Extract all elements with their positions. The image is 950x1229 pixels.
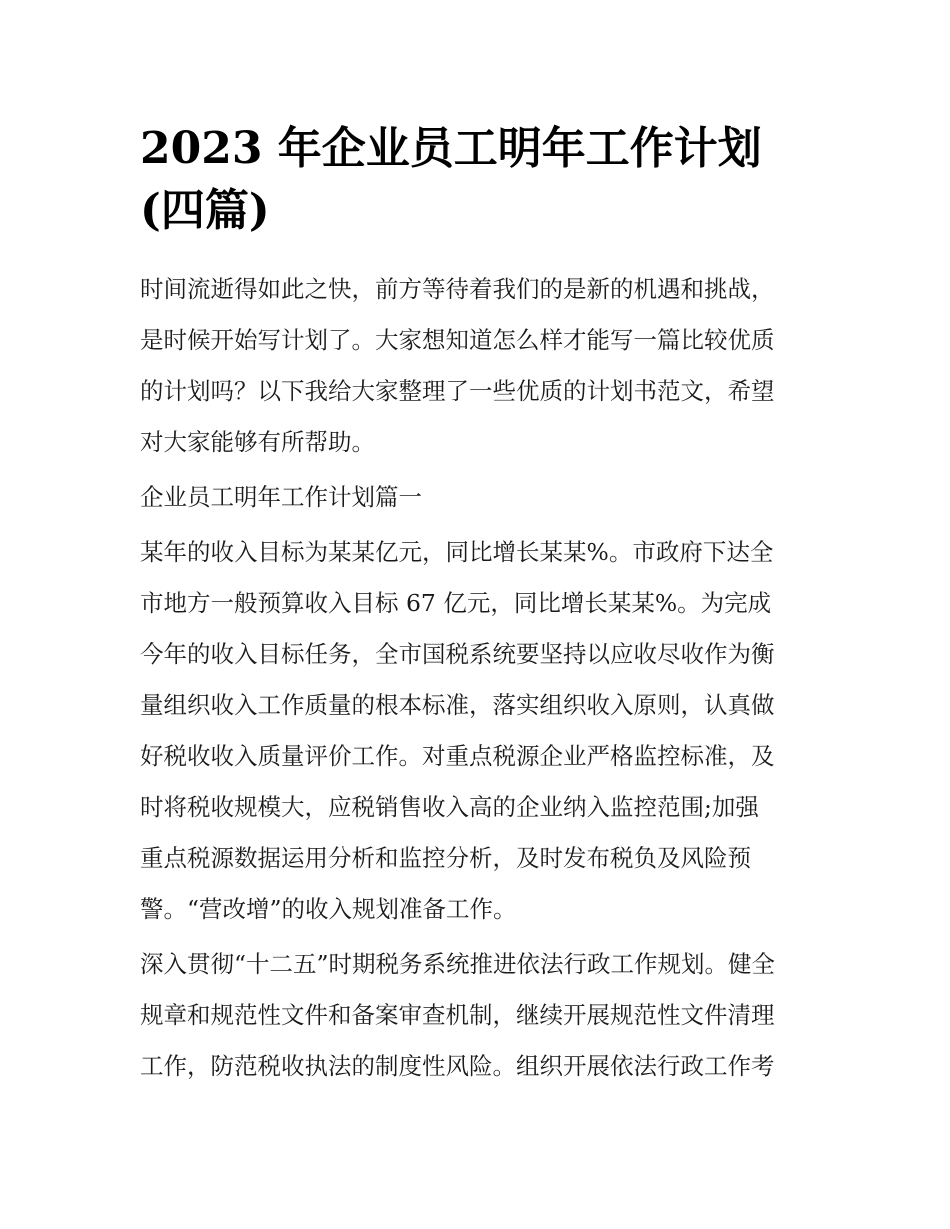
document-body [140,264,812,1092]
title-line-1: 2023 年企业员工明年工作计划 [140,123,762,174]
document-page [140,118,812,1096]
text-line: 规章和规范性文件和备案审查机制，继续开展规范性文件清理 [140,1001,775,1029]
title-line-2: (四篇) [140,185,270,236]
text-line: 时间流逝得如此之快，前方等待着我们的是新的机遇和挑战， [140,275,775,303]
text-line: 重点税源数据运用分析和监控分析，及时发布税负及风险预 [140,844,751,872]
text-line: 今年的收入目标任务，全市国税系统要坚持以应收尽收作为衡 [140,640,775,668]
text-line: 某年的收入目标为某某亿元，同比增长某某%。市政府下达全 [140,538,774,566]
text-line: 警。“营改增”的收入规划准备工作。 [140,895,517,923]
intro-paragraph [140,264,812,468]
text-line: 对大家能够有所帮助。 [140,428,375,456]
text-line: 企业员工明年工作计划篇一 [140,483,422,511]
text-line: 深入贯彻“十二五”时期税务系统推进依法行政工作规划。健全 [140,950,776,978]
document-title [140,118,812,242]
text-line: 是时候开始写计划了。大家想知道怎么样才能写一篇比较优质 [140,326,775,354]
text-line: 时将税收规模大，应税销售收入高的企业纳入监控范围;加强 [140,793,759,821]
text-line: 的计划吗？以下我给大家整理了一些优质的计划书范文，希望 [140,377,775,405]
text-line: 市地方一般预算收入目标 67 亿元，同比增长某某%。为完成 [140,589,772,617]
text-line: 量组织收入工作质量的根本标准，落实组织收入原则，认真做 [140,691,775,719]
text-line: 工作，防范税收执法的制度性风险。组织开展依法行政工作考 [140,1052,775,1080]
body-paragraph-1 [140,527,812,935]
text-line: 好税收收入质量评价工作。对重点税源企业严格监控标准，及 [140,742,775,770]
section-heading [140,472,812,523]
body-paragraph-2 [140,939,812,1092]
